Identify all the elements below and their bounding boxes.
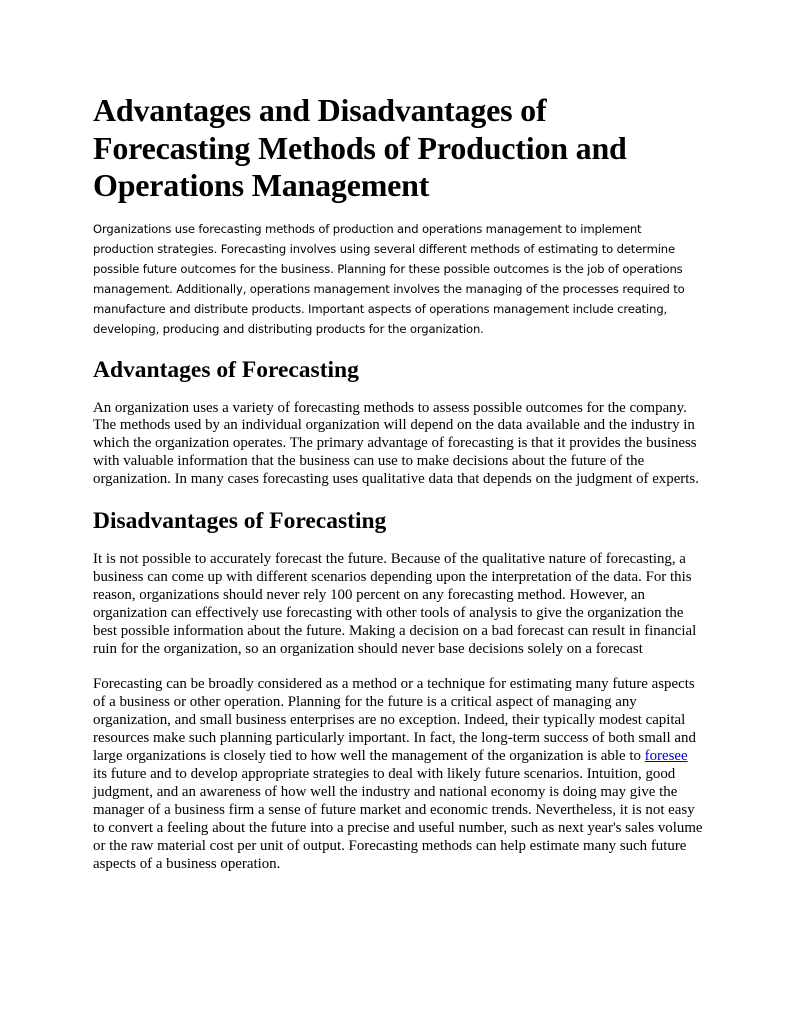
advantages-paragraph: An organization uses a variety of forecasting methods to assess possible outcomes for the company. The methods used by an individual organization will depend on the data available and the industry in which the organization operates. The primary advantage of forecasting is that it provides the business with valuable information that the business can use to make decisions about the future of the organization. In many cases forecasting uses qualitative data that depends on the judgment of experts. (93, 399, 699, 488)
advantages-heading: Advantages of Forecasting (93, 356, 359, 383)
disadvantages-paragraph: It is not possible to accurately forecast the future. Because of the qualitative nature of forecasting, a business can come up with different scenarios depending upon the interpretation of the data. For this reason, organizations should never rely 100 percent on any forecasting method. However, an organization can effectively use forecasting with other tools of analysis to give the organization the best possible information about the future. Making a decision on a bad forecast can result in financial ruin for the organization, so an organization should never base decisions solely on a forecast (93, 551, 697, 657)
document-title: Advantages and Disadvantages of Forecasting Methods of Production and Operations Management (93, 92, 627, 203)
disadvantages-heading: Disadvantages of Forecasting (93, 508, 387, 535)
closing-paragraph (93, 676, 703, 873)
foresee-link[interactable]: foresee (644, 748, 688, 765)
intro-paragraph: Organizations use forecasting methods of production and operations management to implement production strategies. Forecasting involves using several different methods of estimating to determine possible future outcomes for the business. Planning for these possible outcomes is the job of operations management. Additionally, operations management involves the managing of the processes required to manufacture and distribute products. Important aspects of operations management include creating, developing, producing and distributing products for the organization. (93, 221, 685, 336)
closing-text-after-link: its future and to develop appropriate strategies to deal with likely future scenarios. Intuition, good judgment, and an awareness of how well the industry and national economy is doing may give the manager of a business firm a sense of future market and economic trends. Nevertheless, it is not easy to convert a feeling about the future into a precise and useful number, such as next year's sales volume or the raw material cost per unit of output. Forecasting methods can help estimate many such future aspects of a business operation. (93, 766, 703, 872)
document-page (93, 92, 703, 891)
closing-text-before-link: Forecasting can be broadly considered as a method or a technique for estimating many future aspects of a business or other operation. Planning for the future is a critical aspect of managing any organization, and small business enterprises are no exception. Indeed, their typically modest capital resources make such planning particularly important. In fact, the long-term success of both small and large organizations is closely tied to how well the management of the organization is able to (93, 676, 696, 765)
